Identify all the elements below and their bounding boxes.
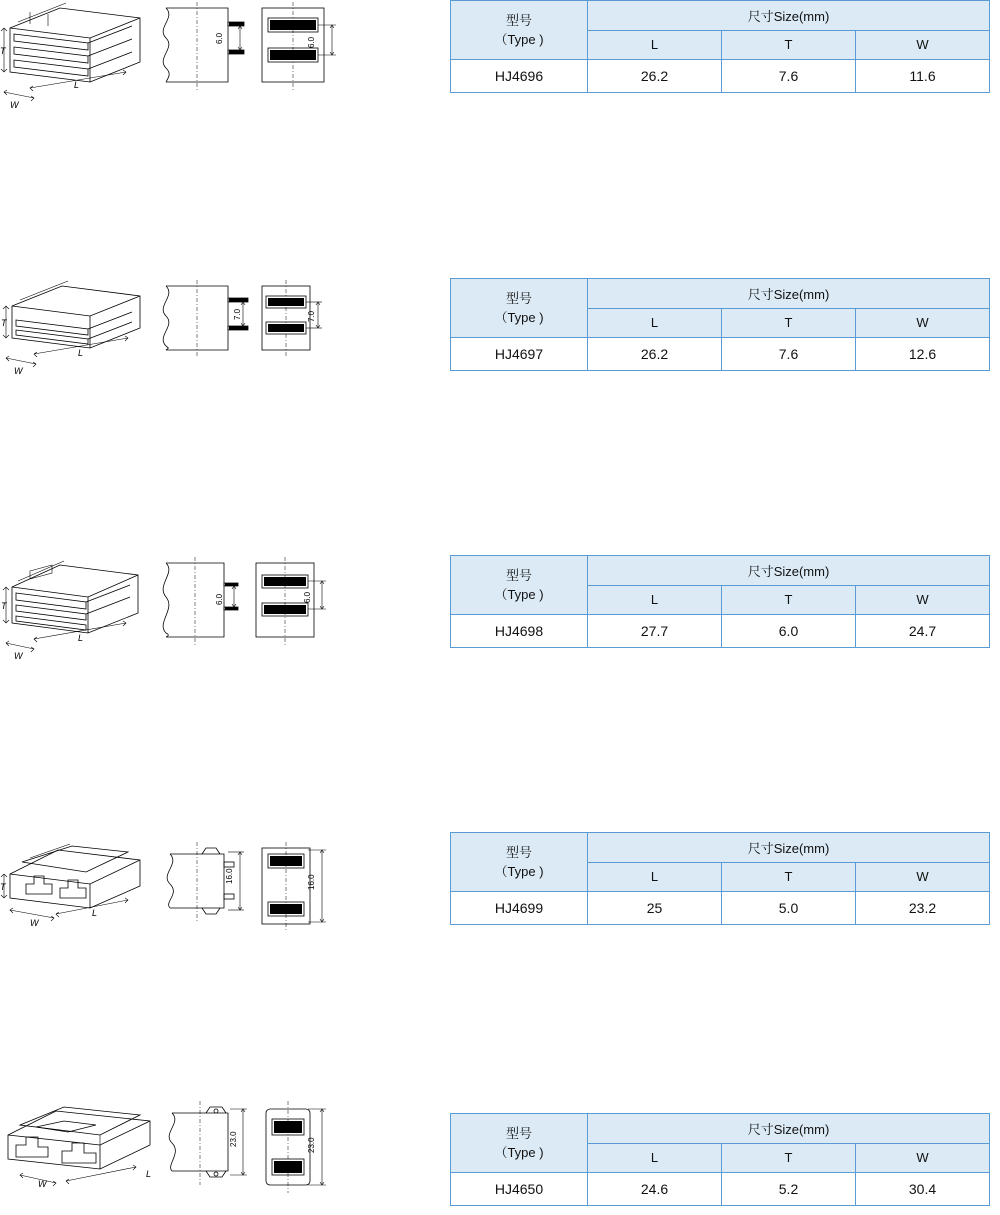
header-l: L [588,585,722,615]
axis-dimensions [20,1165,151,1189]
header-size: 尺寸Size(mm) [588,556,990,586]
header-type-cn: 型号 [505,12,532,28]
view-dim-2: 23.0 [307,1137,316,1153]
cell-type: HJ4697 [451,338,588,371]
table-row [451,338,990,371]
header-w: W [856,585,990,615]
header-l: L [588,30,722,60]
cell-l: 26.2 [588,60,722,93]
product-figure [0,278,440,398]
side-view [163,280,248,358]
product-figure [0,832,440,952]
spec-table [450,832,990,925]
header-w: W [856,308,990,338]
header-t: T [722,30,856,60]
cell-w: 24.7 [856,615,990,648]
axis-label-t: T [0,882,6,892]
front-view [262,842,326,930]
spec-table [450,555,990,648]
header-w: W [856,30,990,60]
view-dim-2: 6.0 [307,36,316,48]
view-dim-1: 16.0 [225,868,234,884]
axis-label-l: L [78,348,84,358]
cell-l: 26.2 [588,338,722,371]
side-view [163,2,244,90]
cell-w: 11.6 [856,60,990,93]
header-l: L [588,862,722,892]
spec-table [450,0,990,93]
isometric-view [12,281,140,348]
header-type-cn: 型号 [505,844,532,860]
header-type-en: （Type ) [494,587,544,602]
header-type [451,279,588,338]
side-view [167,842,244,922]
header-type-en: （Type ) [494,864,544,879]
header-size: 尺寸Size(mm) [588,279,990,309]
axis-label-l: L [74,80,80,90]
header-type [451,556,588,615]
cell-type: HJ4650 [451,1173,588,1206]
table-row [451,615,990,648]
front-view [262,280,322,358]
product-figure [0,555,440,675]
cell-t: 5.0 [722,892,856,925]
view-dim-2: 6.0 [303,591,312,603]
front-view [266,1101,326,1193]
cell-t: 7.6 [722,60,856,93]
front-view [256,557,326,645]
header-type-cn: 型号 [505,290,532,306]
cell-l: 27.7 [588,615,722,648]
header-size: 尺寸Size(mm) [588,1,990,31]
view-dim-1: 23.0 [229,1131,238,1147]
header-w: W [856,862,990,892]
header-type-cn: 型号 [505,567,532,583]
cell-l: 25 [588,892,722,925]
view-dim-2: 16.0 [307,874,316,890]
table-row [451,60,990,93]
axis-dimensions [0,874,128,928]
cell-w: 23.2 [856,892,990,925]
header-type [451,1114,588,1173]
header-type [451,833,588,892]
cell-type: HJ4699 [451,892,588,925]
product-figure [0,1095,440,1215]
isometric-view [12,561,138,633]
axis-label-w: W [14,651,23,661]
view-dim-1: 6.0 [215,32,224,44]
axis-label-w: W [30,918,39,928]
cell-type: HJ4696 [451,60,588,93]
header-size: 尺寸Size(mm) [588,1114,990,1144]
cell-l: 24.6 [588,1173,722,1206]
cell-t: 5.2 [722,1173,856,1206]
product-block [0,832,1000,1072]
axis-label-w: W [10,100,19,110]
header-t: T [722,585,856,615]
spec-table [450,278,990,371]
isometric-view [10,844,140,908]
isometric-view [8,1107,150,1169]
front-view [262,2,336,90]
cell-t: 7.6 [722,338,856,371]
view-dim-1: 7.0 [233,308,242,320]
side-view [163,557,238,645]
axis-label-l: L [78,633,84,643]
header-t: T [722,308,856,338]
axis-label-w: W [14,366,23,376]
product-block [0,278,1000,518]
axis-label-l: L [146,1169,152,1179]
axis-label-t: T [1,318,7,328]
header-t: T [722,1143,856,1173]
axis-label-t: T [0,46,6,56]
product-block [0,555,1000,795]
spec-table [450,1113,990,1206]
header-type-en: （Type ) [494,32,544,47]
header-l: L [588,308,722,338]
axis-label-t: T [1,601,7,611]
product-block [0,0,1000,240]
header-type-cn: 型号 [505,1125,532,1141]
view-dim-2: 7.0 [307,310,316,322]
header-type-en: （Type ) [494,310,544,325]
header-t: T [722,862,856,892]
cell-type: HJ4698 [451,615,588,648]
axis-label-w: W [38,1179,47,1189]
header-size: 尺寸Size(mm) [588,833,990,863]
header-type-en: （Type ) [494,1145,544,1160]
cell-t: 6.0 [722,615,856,648]
view-dim-1: 6.0 [215,593,224,605]
cell-w: 30.4 [856,1173,990,1206]
header-l: L [588,1143,722,1173]
cell-w: 12.6 [856,338,990,371]
product-block [0,1095,1000,1215]
side-view [169,1101,247,1185]
table-row [451,1173,990,1206]
table-row [451,892,990,925]
isometric-view [10,3,140,82]
header-w: W [856,1143,990,1173]
axis-label-l: L [92,908,98,918]
product-figure [0,0,440,120]
header-type [451,1,588,60]
